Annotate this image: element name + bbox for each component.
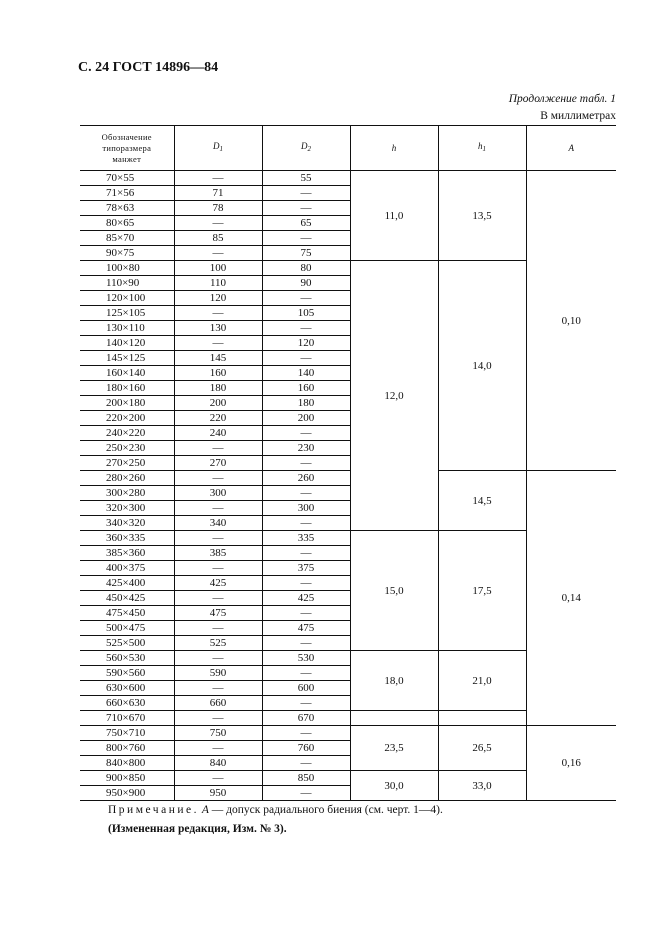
cell-d2: 600 bbox=[262, 681, 350, 696]
cell-designation: 320×300 bbox=[80, 501, 174, 516]
cell-d1: — bbox=[174, 471, 262, 486]
cell-designation: 250×230 bbox=[80, 441, 174, 456]
cell-designation: 630×600 bbox=[80, 681, 174, 696]
cell-d2: — bbox=[262, 186, 350, 201]
cell-d2: — bbox=[262, 606, 350, 621]
cell-designation: 71×56 bbox=[80, 186, 174, 201]
cell-d1: — bbox=[174, 741, 262, 756]
cell-d1: — bbox=[174, 306, 262, 321]
cell-h1: 21,0 bbox=[438, 651, 526, 711]
cell-d1: 240 bbox=[174, 426, 262, 441]
cell-d1: 750 bbox=[174, 726, 262, 741]
cell-d2: 335 bbox=[262, 531, 350, 546]
cell-designation: 100×80 bbox=[80, 261, 174, 276]
cell-designation: 425×400 bbox=[80, 576, 174, 591]
cell-d1: 425 bbox=[174, 576, 262, 591]
cell-h bbox=[350, 711, 438, 726]
note-text: — допуск радиального биения (см. черт. 1—4). bbox=[208, 804, 443, 816]
cell-designation: 125×105 bbox=[80, 306, 174, 321]
cell-d1: 660 bbox=[174, 696, 262, 711]
cell-d1: 71 bbox=[174, 186, 262, 201]
cell-d1: 385 bbox=[174, 546, 262, 561]
cell-d2: — bbox=[262, 576, 350, 591]
cell-designation: 78×63 bbox=[80, 201, 174, 216]
cell-designation: 130×110 bbox=[80, 321, 174, 336]
cell-d2: 160 bbox=[262, 381, 350, 396]
cell-d2: 180 bbox=[262, 396, 350, 411]
cell-d2: 120 bbox=[262, 336, 350, 351]
cell-d1: — bbox=[174, 681, 262, 696]
cell-a: 0,14 bbox=[526, 471, 616, 726]
cell-designation: 200×180 bbox=[80, 396, 174, 411]
cell-d2: 475 bbox=[262, 621, 350, 636]
cell-d2: — bbox=[262, 456, 350, 471]
cell-d1: 475 bbox=[174, 606, 262, 621]
cell-d1: 270 bbox=[174, 456, 262, 471]
cell-d2: — bbox=[262, 351, 350, 366]
cell-h: 11,0 bbox=[350, 171, 438, 261]
cell-d2: 260 bbox=[262, 471, 350, 486]
units-label: В миллиметрах bbox=[540, 110, 616, 122]
cell-d1: — bbox=[174, 216, 262, 231]
cell-d2: 230 bbox=[262, 441, 350, 456]
column-header-d2: $D_2$ bbox=[262, 126, 350, 171]
cell-a: 0,10 bbox=[526, 171, 616, 471]
cell-d1: — bbox=[174, 531, 262, 546]
cell-d1: 160 bbox=[174, 366, 262, 381]
cell-h: 30,0 bbox=[350, 771, 438, 801]
cell-d1: 130 bbox=[174, 321, 262, 336]
cell-designation: 70×55 bbox=[80, 171, 174, 186]
table-row bbox=[80, 471, 616, 486]
cell-d1: — bbox=[174, 336, 262, 351]
designation-header-line: манжет bbox=[112, 153, 142, 164]
cell-d1: — bbox=[174, 501, 262, 516]
note-label: Примечание. bbox=[108, 804, 199, 816]
cell-d2: 105 bbox=[262, 306, 350, 321]
cell-h1: 13,5 bbox=[438, 171, 526, 261]
cell-designation: 340×320 bbox=[80, 516, 174, 531]
cell-designation: 475×450 bbox=[80, 606, 174, 621]
cell-d1: 340 bbox=[174, 516, 262, 531]
cell-designation: 270×250 bbox=[80, 456, 174, 471]
cell-designation: 385×360 bbox=[80, 546, 174, 561]
cell-d1: 590 bbox=[174, 666, 262, 681]
cell-d2: — bbox=[262, 546, 350, 561]
cell-d2: 90 bbox=[262, 276, 350, 291]
cell-designation: 110×90 bbox=[80, 276, 174, 291]
cell-h: 12,0 bbox=[350, 261, 438, 531]
column-header-d1: $D_1$ bbox=[174, 126, 262, 171]
table-row bbox=[80, 171, 616, 186]
cell-designation: 145×125 bbox=[80, 351, 174, 366]
cell-designation: 660×630 bbox=[80, 696, 174, 711]
cell-d2: 200 bbox=[262, 411, 350, 426]
designation-header-line: Обозначение bbox=[101, 131, 152, 142]
cell-designation: 560×530 bbox=[80, 651, 174, 666]
cell-d1: 180 bbox=[174, 381, 262, 396]
cell-designation: 360×335 bbox=[80, 531, 174, 546]
cell-designation: 400×375 bbox=[80, 561, 174, 576]
cell-d1: 950 bbox=[174, 786, 262, 801]
cell-d2: — bbox=[262, 291, 350, 306]
cell-d2: 850 bbox=[262, 771, 350, 786]
cell-d1: — bbox=[174, 651, 262, 666]
cell-designation: 120×100 bbox=[80, 291, 174, 306]
designation-header-line: типоразмера bbox=[102, 142, 152, 153]
cell-d2: 530 bbox=[262, 651, 350, 666]
cell-designation: 450×425 bbox=[80, 591, 174, 606]
cell-d2: — bbox=[262, 636, 350, 651]
cell-d2: 375 bbox=[262, 561, 350, 576]
cell-designation: 840×800 bbox=[80, 756, 174, 771]
column-header-designation bbox=[80, 126, 174, 171]
cell-d1: 100 bbox=[174, 261, 262, 276]
cell-a: 0,16 bbox=[526, 726, 616, 801]
cell-d2: — bbox=[262, 426, 350, 441]
cell-h1: 17,5 bbox=[438, 531, 526, 651]
cell-h1: 14,5 bbox=[438, 471, 526, 531]
cell-d1: 78 bbox=[174, 201, 262, 216]
cell-designation: 80×65 bbox=[80, 216, 174, 231]
cell-h1: 33,0 bbox=[438, 771, 526, 801]
cell-d2: 300 bbox=[262, 501, 350, 516]
column-header-h1: $h_1$ bbox=[438, 126, 526, 171]
table-row bbox=[80, 726, 616, 741]
table-note bbox=[108, 804, 443, 816]
cell-d1: — bbox=[174, 171, 262, 186]
cell-d2: 75 bbox=[262, 246, 350, 261]
cell-designation: 525×500 bbox=[80, 636, 174, 651]
cell-d2: — bbox=[262, 321, 350, 336]
cell-d1: — bbox=[174, 591, 262, 606]
cell-d2: — bbox=[262, 786, 350, 801]
cell-h: 23,5 bbox=[350, 726, 438, 771]
cell-d1: 840 bbox=[174, 756, 262, 771]
cell-d1: 220 bbox=[174, 411, 262, 426]
cell-d1: 145 bbox=[174, 351, 262, 366]
cell-d1: — bbox=[174, 711, 262, 726]
cell-d1: 85 bbox=[174, 231, 262, 246]
cell-d1: — bbox=[174, 621, 262, 636]
cell-designation: 750×710 bbox=[80, 726, 174, 741]
cell-h1: 14,0 bbox=[438, 261, 526, 471]
cell-designation: 900×850 bbox=[80, 771, 174, 786]
note-symbol: А bbox=[201, 804, 209, 816]
column-header-h: h bbox=[350, 126, 438, 171]
cell-designation: 710×670 bbox=[80, 711, 174, 726]
cell-designation: 85×70 bbox=[80, 231, 174, 246]
cell-d2: 425 bbox=[262, 591, 350, 606]
page-title: С. 24 ГОСТ 14896—84 bbox=[78, 60, 219, 75]
cell-d2: — bbox=[262, 516, 350, 531]
cell-designation: 590×560 bbox=[80, 666, 174, 681]
cell-d1: — bbox=[174, 561, 262, 576]
cell-designation: 240×220 bbox=[80, 426, 174, 441]
table-continuation-label: Продолжение табл. 1 bbox=[508, 93, 616, 105]
cell-designation: 180×160 bbox=[80, 381, 174, 396]
cell-designation: 800×760 bbox=[80, 741, 174, 756]
cell-h1 bbox=[438, 711, 526, 726]
cell-d2: 65 bbox=[262, 216, 350, 231]
cell-d1: — bbox=[174, 246, 262, 261]
cell-d1: 525 bbox=[174, 636, 262, 651]
cell-h1: 26,5 bbox=[438, 726, 526, 771]
cell-d2: 760 bbox=[262, 741, 350, 756]
cell-d1: — bbox=[174, 441, 262, 456]
cell-d2: 140 bbox=[262, 366, 350, 381]
cell-d2: — bbox=[262, 231, 350, 246]
cell-d2: — bbox=[262, 726, 350, 741]
cell-d2: 670 bbox=[262, 711, 350, 726]
cell-designation: 950×900 bbox=[80, 786, 174, 801]
cell-d2: — bbox=[262, 696, 350, 711]
cell-d2: 80 bbox=[262, 261, 350, 276]
cell-d2: — bbox=[262, 756, 350, 771]
cell-d1: 200 bbox=[174, 396, 262, 411]
dimensions-table bbox=[80, 125, 616, 801]
cell-d1: 300 bbox=[174, 486, 262, 501]
cell-d2: — bbox=[262, 201, 350, 216]
table-header-row bbox=[80, 126, 616, 171]
cell-designation: 140×120 bbox=[80, 336, 174, 351]
amendment-note: (Измененная редакция, Изм. № 3). bbox=[108, 823, 287, 835]
cell-designation: 90×75 bbox=[80, 246, 174, 261]
cell-d1: 120 bbox=[174, 291, 262, 306]
cell-designation: 160×140 bbox=[80, 366, 174, 381]
cell-d2: — bbox=[262, 486, 350, 501]
cell-h: 15,0 bbox=[350, 531, 438, 651]
cell-d1: — bbox=[174, 771, 262, 786]
cell-h: 18,0 bbox=[350, 651, 438, 711]
cell-designation: 220×200 bbox=[80, 411, 174, 426]
cell-designation: 300×280 bbox=[80, 486, 174, 501]
cell-designation: 280×260 bbox=[80, 471, 174, 486]
cell-designation: 500×475 bbox=[80, 621, 174, 636]
cell-d2: 55 bbox=[262, 171, 350, 186]
cell-d2: — bbox=[262, 666, 350, 681]
column-header-a: А bbox=[526, 126, 616, 171]
cell-d1: 110 bbox=[174, 276, 262, 291]
